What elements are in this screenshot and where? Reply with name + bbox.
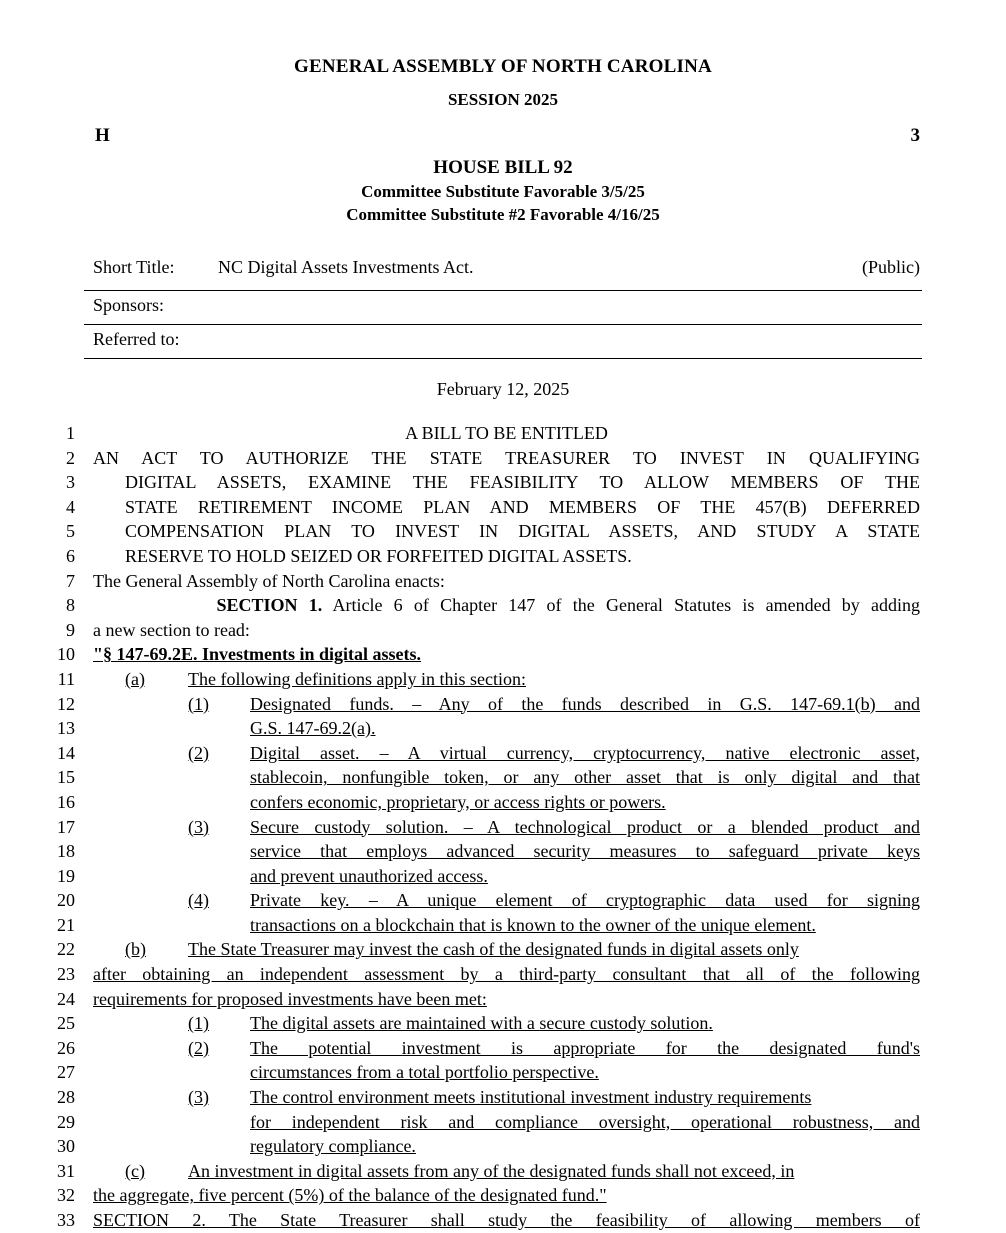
bill-title-heading: A BILL TO BE ENTITLED — [405, 423, 608, 443]
numbered-item-continuation-text: regulatory compliance. — [250, 1136, 416, 1157]
chamber-indicator: H — [95, 125, 110, 146]
bill-title-text: AN ACT TO AUTHORIZE THE STATE TREASURER TO INVEST IN QUALIFYING — [93, 447, 920, 468]
bill-number: HOUSE BILL 92 — [433, 157, 573, 178]
bill-line — [0, 446, 1006, 471]
bill-line — [0, 913, 1006, 938]
numbered-item-label: (3) — [188, 816, 209, 837]
bill-line — [0, 1085, 1006, 1110]
bill-line — [0, 1159, 1006, 1184]
line-number: 4 — [66, 496, 75, 517]
line-number: 16 — [57, 791, 75, 812]
numbered-item-label: (1) — [188, 1013, 209, 1034]
sponsors-label: Sponsors: — [93, 295, 165, 315]
subsection-continuation-text: after obtaining an independent assessment by a third-party consultant that all of the following — [93, 964, 920, 985]
bill-line — [0, 839, 1006, 864]
bill-line — [0, 741, 1006, 766]
line-number: 5 — [66, 521, 75, 542]
bill-title-text: STATE RETIREMENT INCOME PLAN AND MEMBERS OF THE 457(B) DEFERRED — [125, 496, 920, 517]
document-header — [0, 0, 1006, 225]
numbered-item-text: Private key. – A unique element of cryptographic data used for signing — [250, 890, 920, 911]
public-marker: (Public) — [862, 257, 920, 277]
line-number: 28 — [57, 1087, 75, 1108]
bill-line — [0, 1011, 1006, 1036]
bill-metadata-table — [84, 253, 922, 359]
bill-line — [0, 962, 1006, 987]
bill-line — [0, 593, 1006, 618]
subsection-label: (a) — [125, 668, 145, 689]
line-number: 7 — [66, 570, 75, 591]
referred-to-label: Referred to: — [93, 329, 180, 349]
bill-date: February 12, 2025 — [436, 379, 570, 399]
bill-line — [0, 1060, 1006, 1085]
line-number: 30 — [57, 1136, 75, 1157]
assembly-title: GENERAL ASSEMBLY OF NORTH CAROLINA — [294, 56, 712, 77]
section-number-label: SECTION 1. — [216, 595, 323, 616]
bill-line — [0, 937, 1006, 962]
line-number: 26 — [57, 1037, 75, 1058]
numbered-item-continuation-text: G.S. 147-69.2(a). — [250, 718, 376, 739]
line-number: 3 — [66, 472, 75, 493]
line-number: 1 — [66, 423, 75, 443]
line-number: 32 — [57, 1185, 75, 1206]
metadata-row-short-title — [84, 253, 922, 291]
subsection-text: The State Treasurer may invest the cash of the designated funds in digital assets only — [188, 939, 799, 960]
line-number: 15 — [57, 767, 75, 788]
line-number: 12 — [57, 693, 75, 714]
bill-line — [0, 692, 1006, 717]
section-heading-line — [93, 593, 920, 618]
bill-line — [0, 495, 1006, 520]
bill-line — [0, 864, 1006, 889]
numbered-item-text: The potential investment is appropriate for the designated fund's — [250, 1037, 920, 1058]
numbered-item-text: Designated funds. – Any of the funds described in G.S. 147-69.1(b) and — [250, 693, 920, 714]
bill-line — [0, 987, 1006, 1012]
bill-line — [0, 1134, 1006, 1159]
section-body-text: Article 6 of Chapter 147 of the General Statutes is amended by adding — [322, 595, 920, 616]
bill-line — [0, 1183, 1006, 1208]
numbered-item-label: (2) — [188, 1037, 209, 1058]
bill-line — [0, 1208, 1006, 1233]
bill-line — [0, 519, 1006, 544]
line-number: 33 — [57, 1210, 75, 1230]
subsection-continuation-text: requirements for proposed investments have been met: — [93, 988, 487, 1009]
numbered-item-continuation-text: confers economic, proprietary, or access rights or powers. — [250, 791, 666, 812]
bill-line — [0, 544, 1006, 569]
numbered-item-continuation-text: circumstances from a total portfolio perspective. — [250, 1062, 599, 1083]
line-number: 24 — [57, 988, 75, 1009]
enacting-clause-text: a new section to read: — [93, 619, 250, 640]
bill-title-text: RESERVE TO HOLD SEIZED OR FORFEITED DIGITAL ASSETS. — [125, 545, 632, 566]
line-number: 22 — [57, 939, 75, 960]
chamber-edition-row — [0, 125, 1006, 155]
line-number: 6 — [66, 545, 75, 566]
subsection-label: (b) — [125, 939, 146, 960]
section-indent-spacer — [93, 595, 216, 615]
line-number: 23 — [57, 964, 75, 985]
statute-section-heading: "§ 147-69.2E. Investments in digital assets. — [93, 644, 422, 665]
enacting-clause-text: The General Assembly of North Carolina enacts: — [93, 570, 445, 591]
bill-line — [0, 618, 1006, 643]
subsection-text: The following definitions apply in this section: — [188, 668, 526, 689]
line-number: 20 — [57, 890, 75, 911]
subsection-text: An investment in digital assets from any of the designated funds shall not exceed, in — [188, 1160, 795, 1181]
line-number: 29 — [57, 1111, 75, 1132]
line-number: 13 — [57, 718, 75, 739]
bill-line — [0, 888, 1006, 913]
bill-title-text: DIGITAL ASSETS, EXAMINE THE FEASIBILITY TO ALLOW MEMBERS OF THE — [125, 472, 920, 493]
clipped-line-text: SECTION 2. The State Treasurer shall study the feasibility of allowing members of — [93, 1210, 920, 1230]
numbered-item-continuation-text: and prevent unauthorized access. — [250, 865, 488, 886]
numbered-item-label: (4) — [188, 890, 209, 911]
line-number: 18 — [57, 841, 75, 862]
metadata-row-referred-to — [84, 325, 922, 359]
line-number: 31 — [57, 1160, 75, 1181]
bill-body — [0, 421, 1006, 1233]
bill-line — [0, 1036, 1006, 1061]
bill-line — [0, 815, 1006, 840]
subsection-continuation-text: the aggregate, five percent (5%) of the balance of the designated fund." — [93, 1185, 607, 1206]
edition-number: 3 — [910, 125, 920, 146]
session-line: SESSION 2025 — [447, 90, 559, 109]
bill-line — [0, 790, 1006, 815]
short-title-value: NC Digital Assets Investments Act. — [218, 257, 474, 277]
numbered-item-text: The digital assets are maintained with a secure custody solution. — [250, 1013, 713, 1034]
bill-line — [0, 716, 1006, 741]
bill-line — [0, 765, 1006, 790]
line-number: 17 — [57, 816, 75, 837]
bill-line — [0, 1110, 1006, 1135]
numbered-item-text: Secure custody solution. – A technological product or a blended product and — [250, 816, 920, 837]
numbered-item-text: The control environment meets institutional investment industry requirements — [250, 1087, 812, 1108]
line-number: 14 — [57, 742, 75, 763]
line-number: 25 — [57, 1013, 75, 1034]
subsection-label: (c) — [125, 1160, 145, 1181]
line-number: 11 — [57, 668, 75, 689]
numbered-item-continuation-text: for independent risk and compliance oversight, operational robustness, and — [250, 1111, 920, 1132]
line-number: 9 — [66, 619, 75, 640]
line-number: 19 — [57, 865, 75, 886]
numbered-item-label: (3) — [188, 1087, 209, 1108]
bill-line — [0, 569, 1006, 594]
numbered-item-continuation-text: service that employs advanced security measures to safeguard private keys — [250, 841, 920, 862]
numbered-item-text: Digital asset. – A virtual currency, cryptocurrency, native electronic asset, — [250, 742, 920, 763]
bill-status-line-1: Committee Substitute Favorable 3/5/25 — [361, 182, 645, 201]
metadata-row-sponsors — [84, 291, 922, 325]
numbered-item-label: (2) — [188, 742, 209, 763]
bill-line — [0, 421, 1006, 446]
bill-title-text: COMPENSATION PLAN TO INVEST IN DIGITAL ASSETS, AND STUDY A STATE — [125, 521, 920, 542]
bill-status-line-2: Committee Substitute #2 Favorable 4/16/25 — [346, 205, 660, 224]
bill-line — [0, 470, 1006, 495]
bill-line — [0, 642, 1006, 667]
line-number: 8 — [66, 595, 75, 616]
line-number: 10 — [57, 644, 75, 665]
line-number: 27 — [57, 1062, 75, 1083]
numbered-item-continuation-text: transactions on a blockchain that is known to the owner of the unique element. — [250, 914, 816, 935]
short-title-label: Short Title: — [93, 257, 175, 277]
numbered-item-continuation-text: stablecoin, nonfungible token, or any other asset that is only digital and that — [250, 767, 920, 788]
line-number: 21 — [57, 914, 75, 935]
bill-line — [0, 667, 1006, 692]
line-number: 2 — [66, 447, 75, 468]
numbered-item-label: (1) — [188, 693, 209, 714]
